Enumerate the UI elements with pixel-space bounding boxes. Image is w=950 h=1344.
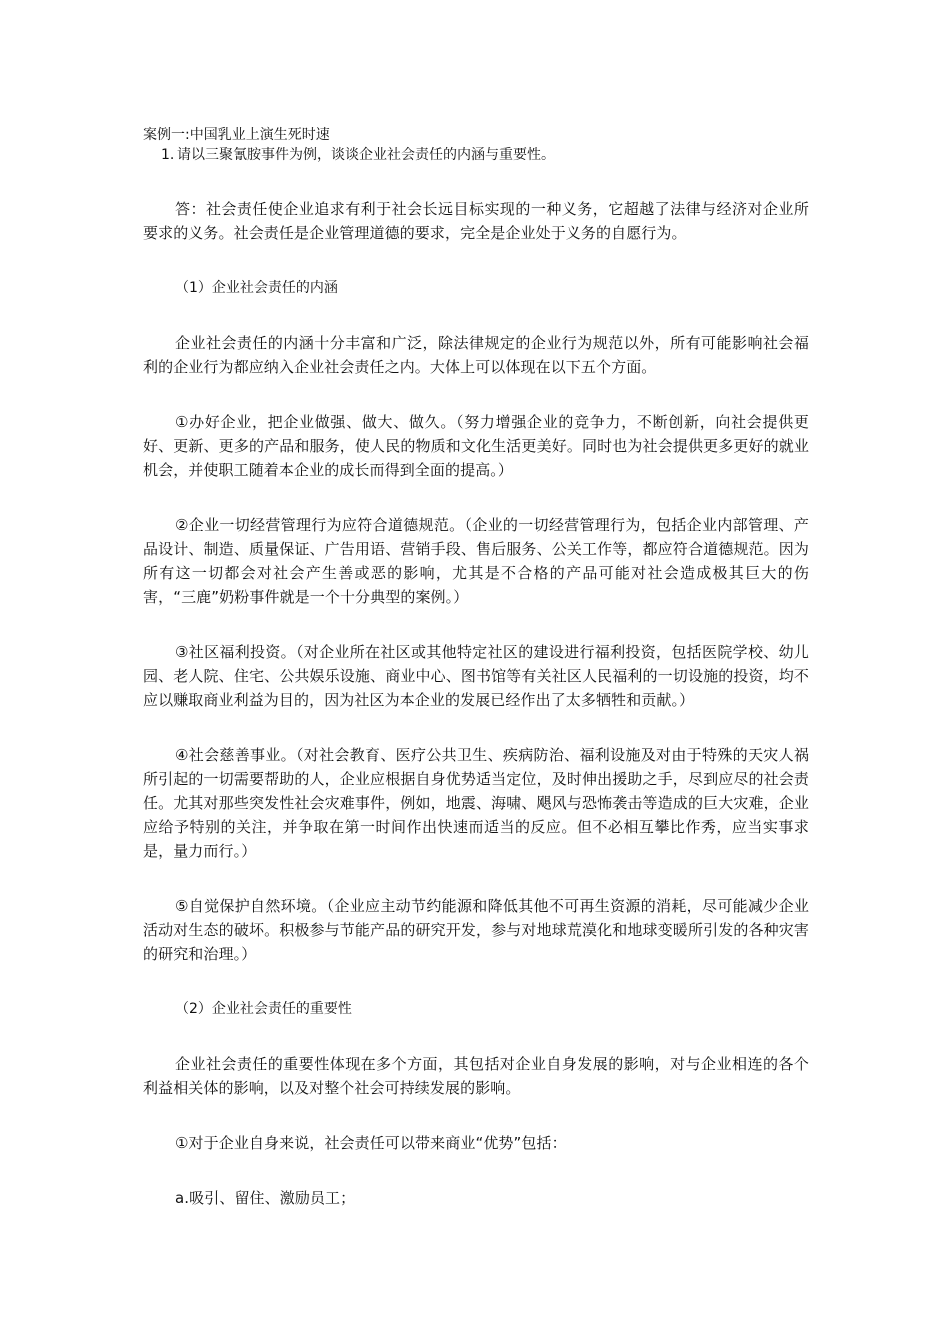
section1-heading: （1）企业社会责任的内涵 xyxy=(175,280,338,296)
point-4: ④社会慈善事业。（对社会教育、医疗公共卫生、疾病防治、福利设施及对由于特殊的天灾人祸所引起的一切需要帮助的人，企业应根据自身优势适当定位，及时伸出援助之手，尽到应尽的社会责任。尤其对那些突发性社会灾难事件，例如，地震、海啸、飓风与恐怖袭击等造成的巨大灾难，企业应给予特别的关注，并争取在第一时间作出快速而适当的反应。但不必相互攀比作秀，应当实事求是，量力而行。） xyxy=(143,746,809,860)
point-1: ①办好企业，把企业做强、做大、做久。（努力增强企业的竞争力，不断创新，向社会提供更好、更新、更多的产品和服务，使人民的物质和文化生活更美好。同时也为社会提供更多更好的就业机会，并使职工随着本企业的成长而得到全面的提高。） xyxy=(143,413,809,479)
case-title: 案例一:中国乳业上演生死时速 xyxy=(143,127,330,143)
point-2: ②企业一切经营管理行为应符合道德规范。（企业的一切经营管理行为，包括企业内部管理、产品设计、制造、质量保证、广告用语、营销手段、售后服务、公关工作等，都应符合道德规范。因为所有这一切都会对社会产生善或恶的影响，尤其是不合格的产品可能对社会造成极其巨大的伤害，“三鹿”奶粉事件就是一个十分典型的案例。） xyxy=(143,516,809,606)
question-number: 1. xyxy=(161,147,175,163)
section1-intro: 企业社会责任的内涵十分丰富和广泛，除法律规定的企业行为规范以外，所有可能影响社会福利的企业行为都应纳入企业社会责任之内。大体上可以体现在以下五个方面。 xyxy=(143,334,809,376)
question-text: 请以三聚氰胺事件为例，谈谈企业社会责任的内涵与重要性。 xyxy=(177,147,555,163)
point-3: ③社区福利投资。（对企业所在社区或其他特定社区的建设进行福利投资，包括医院学校、幼儿园、老人院、住宅、公共娱乐设施、商业中心、图书馆等有关社区人民福利的一切设施的投资，均不应以赚取商业利益为目的，因为社区为本企业的发展已经作出了太多牺牲和贡献。） xyxy=(143,643,809,709)
point-5: ⑤自觉保护自然环境。（企业应主动节约能源和降低其他不可再生资源的消耗，尽可能减少企业活动对生态的破坏。积极参与节能产品的研究开发，参与对地球荒漠化和地球变暖所引发的各种灾害的研究和治理。） xyxy=(143,897,809,963)
benefit-intro: ①对于企业自身来说，社会责任可以带来商业“优势”包括： xyxy=(175,1134,567,1152)
benefit-a: a.吸引、留住、激励员工； xyxy=(175,1189,356,1207)
question xyxy=(143,145,809,165)
document-page xyxy=(143,125,809,1241)
section2-intro: 企业社会责任的重要性体现在多个方面，其包括对企业自身发展的影响，对与企业相连的各个利益相关体的影响，以及对整个社会可持续发展的影响。 xyxy=(143,1055,809,1097)
section2-heading: （2）企业社会责任的重要性 xyxy=(175,1001,352,1017)
answer-intro: 答：社会责任使企业追求有利于社会长远目标实现的一种义务，它超越了法律与经济对企业所要求的义务。社会责任是企业管理道德的要求，完全是企业处于义务的自愿行为。 xyxy=(143,200,809,242)
